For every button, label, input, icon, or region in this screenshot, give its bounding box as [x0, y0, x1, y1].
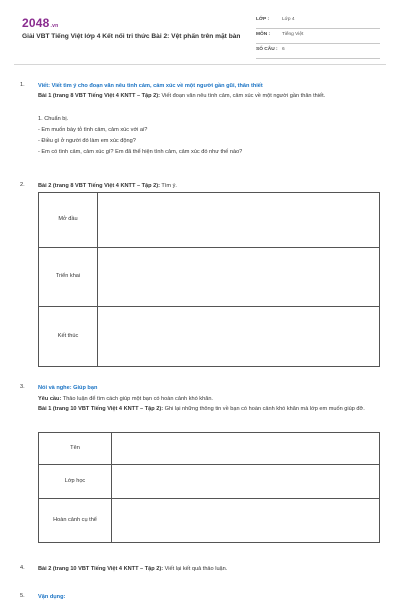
q2-outline-table — [38, 192, 380, 367]
answer-cell[interactable] — [112, 433, 380, 465]
row-label-class: Lớp học — [39, 465, 112, 499]
page-header — [0, 0, 400, 62]
site-logo[interactable] — [22, 16, 58, 30]
q3-info-table — [38, 432, 380, 543]
q3-requirement — [38, 395, 213, 403]
q3-req-text: Thảo luận để tìm cách giúp một bạn có hoàn cảnh khó khăn. — [61, 396, 213, 402]
meta-key: MÔN : — [256, 32, 271, 37]
q5-number: 5. — [20, 593, 25, 599]
q1-task-text: Viết đoạn văn nêu tình cảm, cảm xúc về một người gần thân thiết. — [159, 93, 326, 99]
meta-value: Tiếng Việt — [282, 32, 304, 37]
q2-task — [38, 182, 177, 190]
answer-cell[interactable] — [112, 465, 380, 499]
logo-main: 2048 — [22, 16, 50, 30]
row-label-body: Triển khai — [39, 248, 98, 307]
q3-req-label: Yêu cầu: — [38, 396, 62, 402]
q4-task — [38, 565, 227, 573]
table-row — [39, 248, 380, 307]
q4-task-text: Viết lại kết quả thảo luận. — [163, 566, 228, 572]
q1-bullet: - Em có tình cảm, cảm xúc gì? Em đã thể hiện tình cảm, cảm xúc đó như thế nào? — [38, 149, 243, 155]
meta-row-subject — [256, 29, 380, 44]
page-title: Giải VBT Tiếng Việt lớp 4 Kết nối tri thức Bài 2: Vệt phấn trên mặt bàn — [22, 33, 241, 40]
q3-task-text: Ghi lại những thông tin về bạn có hoàn cảnh khó khăn mà lớp em muốn giúp đỡ. — [163, 406, 365, 412]
q1-heading: Viết: Viết tìm ý cho đoạn văn nêu tình cảm, cảm xúc về một người gần gũi, thân thiết — [38, 83, 263, 89]
answer-cell[interactable] — [112, 499, 380, 543]
q3-task — [38, 405, 384, 414]
q1-bullet: - Em muốn bày tỏ tình cảm, cảm xúc với ai? — [38, 127, 148, 133]
q2-task-text: Tìm ý. — [159, 183, 177, 189]
header-divider — [14, 64, 386, 65]
q1-bullet: - Điều gì ở người đó làm em xúc động? — [38, 138, 136, 144]
row-label-opening: Mở đầu — [39, 193, 98, 248]
row-label-ending: Kết thúc — [39, 307, 98, 367]
meta-value: 6 — [282, 47, 285, 52]
q4-number: 4. — [20, 565, 25, 571]
logo-suffix: .vn — [50, 23, 59, 29]
meta-info — [256, 14, 380, 59]
q3-task-label: Bài 1 (trang 10 VBT Tiếng Việt 4 KNTT – Tập 2): — [38, 406, 164, 412]
answer-cell[interactable] — [98, 193, 380, 248]
meta-row-class — [256, 14, 380, 29]
meta-key: SỐ CÂU : — [256, 47, 278, 52]
table-row — [39, 193, 380, 248]
q2-number: 2. — [20, 182, 25, 188]
q1-task-label: Bài 1 (trang 8 VBT Tiếng Việt 4 KNTT – Tập 2): — [38, 93, 160, 99]
q3-number: 3. — [20, 384, 25, 390]
meta-row-count — [256, 44, 380, 59]
answer-cell[interactable] — [98, 248, 380, 307]
answer-cell[interactable] — [98, 307, 380, 367]
q3-heading: Nói và nghe: Giúp bạn — [38, 385, 98, 391]
q5-heading: Vận dụng: — [38, 594, 66, 600]
q2-task-label: Bài 2 (trang 8 VBT Tiếng Việt 4 KNTT – Tập 2): — [38, 183, 160, 189]
row-label-name: Tên — [39, 433, 112, 465]
table-row — [39, 307, 380, 367]
meta-key: LỚP : — [256, 17, 270, 22]
q1-step: 1. Chuẩn bị. — [38, 116, 69, 122]
row-label-circumstances: Hoàn cảnh cụ thể — [39, 499, 112, 543]
table-row — [39, 433, 380, 465]
table-row — [39, 465, 380, 499]
table-row — [39, 499, 380, 543]
q1-task — [38, 92, 384, 101]
q1-number: 1. — [20, 82, 25, 88]
meta-value: Lớp 4 — [282, 17, 295, 22]
q4-task-label: Bài 2 (trang 10 VBT Tiếng Việt 4 KNTT – Tập 2): — [38, 566, 164, 572]
